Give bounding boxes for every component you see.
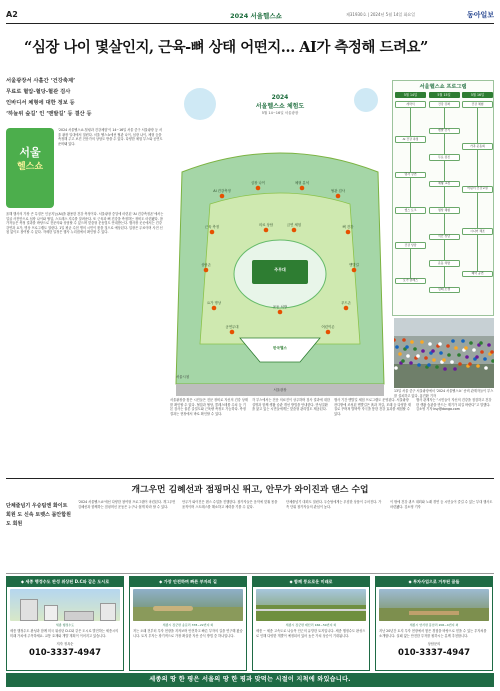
program-item: 무료 검진	[429, 154, 460, 161]
program-connector	[410, 248, 411, 277]
booth-label: 상담존	[201, 263, 211, 268]
main-headline: “심장 나이 몇살인지, 근육-뼈 상태 어떤지… AI가 측정해 드려요”	[24, 39, 428, 56]
deck-line: 무료로 혈압-혈당-혈관 검사	[6, 89, 71, 95]
program-connector	[444, 107, 445, 128]
advertisement[interactable]	[6, 576, 124, 671]
program-connector	[410, 213, 411, 242]
program-connector	[444, 213, 445, 234]
road-label: 서울광장	[273, 388, 287, 392]
ad-title: ◆ 가장 안전하며 빠른 부자의 길	[130, 577, 246, 587]
ad-photo	[379, 589, 489, 621]
program-title: 서울헬스쇼 프로그램	[419, 84, 467, 90]
article-paragraph: 행사 관계자는 “시민들이 자신의 건강을 점검하고 건강한 생활 습관을 만드는 계기가 되길 바란다”고 말했다. 김소영 기자 ksy@donga.com	[416, 398, 492, 412]
program-connector	[444, 134, 445, 155]
program-connector	[444, 187, 445, 208]
article-paragraph: 이 밖에 건강 퀴즈 대회와 노래 경연 등 시민들이 즐길 수 있는 부대 행사도 마련됐다. 김소영 기자	[390, 500, 493, 509]
infographic-date: 5월 14~16일 서울광장	[261, 111, 299, 115]
program-connector	[477, 192, 478, 228]
program-connector	[410, 142, 411, 171]
ad-contact-label: 저자 정옥순	[56, 642, 74, 647]
program-item: 운동 처방	[429, 260, 460, 267]
ad-title: ◆ 투자사업으로 거부된 꿈들	[376, 577, 492, 587]
booth-label: 공연무대	[225, 325, 239, 330]
page-header	[6, 10, 494, 24]
booth-marker	[278, 310, 283, 315]
section-divider	[6, 478, 494, 479]
program-connector	[410, 107, 411, 136]
ad-photo	[10, 589, 120, 621]
event-photo	[394, 318, 494, 388]
article-paragraph: 행사 기간 맨발길 체험 프로그램도 운영된다. 서울광장 잔디밭에 조성된 맨발길은 흙과 자갈, 모래 등 다양한 재질로 꾸며져 발바닥 자극을 통한 건강 효과를 체험할 수 있다.	[334, 398, 411, 416]
program-connector	[477, 234, 478, 270]
program-item: 건강 강좌	[429, 101, 460, 108]
booth-label: 금연 체험	[286, 223, 302, 228]
ad-body: 지난 20년간 토지 투자 현장에서 쌓은 경험을 바탕으로 믿을 수 있는 투자처를 소개합니다. 실패 없는 안전한 투자를 원하시는 분께 추천합니다.	[379, 629, 487, 638]
program-connector	[444, 240, 445, 261]
program-day-header: 5월 16일	[462, 92, 493, 98]
shield-label: 한국헬스	[273, 346, 287, 350]
second-subheadline: 단체줄넘기 우승팀엔 화이트 회원 도 신속 토렛스 몸안합원도 회원	[6, 503, 71, 527]
photo-caption: 13일 서울 중구 서울광장에서 ‘2024 서울헬스쇼’ 준비 관계자들이 부스를 설치하고 있다. 홍진환 기자	[394, 389, 494, 398]
program-item: 개막식	[395, 101, 426, 108]
page-number: A2	[6, 10, 18, 19]
booth-label: 어린이존	[321, 325, 335, 330]
ad-caption: 세종시 장군면 송문리 378~22번지 외	[162, 623, 214, 627]
booth-label: 체형 분석	[294, 181, 310, 186]
footer-banner: 세종의 땅 한 평은 서울의 땅 한 평과 맞먹는 시절이 지척에 와있습니다.	[6, 673, 494, 687]
article-paragraph: ‘2024 서울헬스쇼’에선 다양한 참여형 프로그램이 마련된다. 개그우먼 김혜선과 함께하는 점핑머신 운동은 누구나 쉽게 따라 할 수 있다.	[78, 500, 176, 509]
booth-label: 뼈 건강	[342, 225, 354, 230]
ad-photo	[256, 589, 366, 621]
booth-label: 의료 상담	[258, 223, 274, 228]
booth-marker	[210, 230, 215, 235]
deck-line: 인바디서 체형에 대한 정보 등	[6, 100, 75, 106]
ad-title: ◆ 함께 풍요로운 미래로	[253, 577, 369, 587]
program-item: 명사 강연	[395, 172, 426, 179]
booth-marker	[220, 194, 225, 199]
main-article-body	[6, 128, 164, 390]
program-item: 건강 상담	[395, 242, 426, 249]
booth-marker	[264, 228, 269, 233]
ad-body: 세종 ~ 세종 고속도로 나들목 인근의 유망한 토지입니다. 세종 행정수도 완성으로 인해 다양한 개발이 예정되어 있어 높은 가치 상승이 기대됩니다.	[256, 629, 366, 638]
program-item: 폐막 공연	[462, 271, 493, 278]
ad-contact-label: 상담문의	[427, 642, 441, 647]
booth-marker	[292, 228, 297, 233]
program-item: AI 건강 측정	[395, 136, 426, 143]
article-paragraph: 올해 행사의 가장 큰 특징은 인공지능(AI)을 활용한 건강 측정이다. 서울광장 중앙에 마련된 ‘AI 건강측정존’에서는 얼굴 사진만으로 심장 나이와 혈압, 스트레스 지수를 알려준다. 또 근육과 뼈 건강을 측정하는 장비도 마련됐다. 참가자들은 측정 결과를 바탕으로 전문의와 상담할 수 있으며 맞춤형 운동법도 안내받는다. 행사장 곳곳에서는 건강 강연과 요가, 명상 프로그램도 열린다. 1일 평균 수천 명의 시민이 찾을 것으로 예상된다. 입장은 무료이며 사전 신청 없이도 참여할 수 있다. 자세한 일정은 행사 누리집에서 확인할 수 있다.	[6, 212, 164, 235]
article-paragraph: 단체줄넘기 대회도 열린다. 우승팀에게는 푸짐한 상품이 주어진다. 가족 단위 참가자들의 관심이 높다.	[286, 500, 382, 509]
program-item: 맨발 걷기	[429, 128, 460, 135]
infographic-title-text: 서울헬스쇼 체험도	[255, 103, 305, 110]
program-item: 어린이 건강교실	[462, 186, 493, 193]
booth-marker	[346, 230, 351, 235]
booth-label: 근육 측정	[204, 225, 220, 230]
article-columns	[170, 398, 494, 478]
ad-body: 세종 행정수도 완성과 함께 미국 워싱턴 D.C와 같은 도시로 발전하는 세종시의 미래 가치에 주목하세요. 교통 호재와 개발 계획이 이어지고 있습니다.	[10, 629, 119, 638]
deck-line: ‘하늘위 숲길’ 인 ‘맨발길’ 등 결산 등	[6, 111, 92, 117]
runner-figure-bg	[354, 88, 378, 112]
program-schedule	[392, 80, 494, 316]
program-item: 심폐 소생	[429, 287, 460, 294]
ad-body: 저는 오래 전부터 투자 현장을 지켜보며 안전하고 빠른 부자의 길을 연구해 왔습니다. 토지 투자는 장기적으로 가장 확실한 자산 증식 방법 중 하나입니다.	[133, 629, 243, 638]
booth-marker	[344, 306, 349, 311]
program-day-header: 5월 15일	[429, 92, 460, 98]
logo-text-top: 서울	[19, 146, 41, 159]
ad-caption: 세종시 장군면 태산리 166~59번지 외	[285, 623, 337, 627]
logo-text-bottom: 헬스쇼	[16, 162, 44, 172]
article-paragraph: ‘2024 서울헬스쇼-힐링과 건강체험’이 14~16일 서울 중구 서울광장 등 서울 광장 일대에서 열린다. 서울 헬스쇼에선 혈관 나이, 심장 나이, 체형 등을 측정해 주고 보건 전문가의 상담도 받을 수 있다. 다양한 체험 부스와 공연도 준비돼 있다.	[58, 128, 163, 146]
gate-label: 서울시청	[176, 375, 190, 379]
second-article	[6, 500, 494, 572]
booth-marker	[336, 194, 341, 199]
program-connector	[477, 149, 478, 185]
article-paragraph: 각 부스에서는 전문 의료진이 상주하며 검사 결과에 대한 설명과 함께 생활 습관 개선 방법을 안내한다. 만성질환을 앓고 있는 시민들에게는 맞춤형 관리법도 제공된다.	[252, 398, 330, 412]
stage-label: 주무대	[274, 267, 286, 272]
booth-label: AI 건강측정	[213, 189, 231, 194]
infographic-year: 2024	[271, 94, 289, 101]
program-item: 시니어 체조	[462, 228, 493, 235]
advertisement[interactable]	[375, 576, 493, 671]
booth-label: 운동 처방	[272, 305, 288, 310]
deck-line: 서울광장서 사흘간 ‘건강축제’	[6, 78, 76, 84]
ad-phone[interactable]: 010-3337-4947	[28, 648, 102, 659]
booth-label: 혈관 검사	[330, 189, 346, 194]
booth-marker	[212, 306, 217, 311]
advertisement[interactable]	[129, 576, 247, 671]
subheadline-deck	[6, 76, 106, 120]
program-item: 요가 클래스	[395, 278, 426, 285]
program-connector	[444, 160, 445, 181]
ad-photo	[133, 589, 243, 621]
booth-marker	[352, 268, 357, 273]
booth-marker	[230, 330, 235, 335]
ad-caption: 세종시 연서면 봉암리 206~4번지 외	[409, 623, 459, 627]
booth-label: 푸드존	[341, 301, 351, 306]
program-connector	[410, 178, 411, 207]
article-paragraph: 안무가 와이진은 댄스 수업을 진행한다. 참가자들은 음악에 맞춰 몸을 움직이며 스트레스를 해소하고 체력을 기를 수 있다.	[182, 500, 278, 509]
section-title: 2024 서울헬스쇼	[230, 12, 282, 20]
booth-label: 맨발길	[349, 263, 359, 268]
program-item: 가족 운동회	[462, 143, 493, 150]
ad-phone[interactable]: 010-3337-4947	[397, 648, 471, 659]
seoul-healthshow-logo	[6, 128, 54, 208]
ad-title: ◆ 세종 행정수도 완성 위상된 D.C와 같은 도시로	[7, 577, 123, 587]
program-connector	[444, 266, 445, 287]
booth-marker	[326, 330, 331, 335]
booth-marker	[256, 186, 261, 191]
second-headline: 개그우먼 김혜선과 점핑머신 뛰고, 안무가 와이진과 댄스 수업	[131, 485, 369, 495]
booth-marker	[204, 268, 209, 273]
booth-label: 심장 나이	[250, 181, 266, 186]
program-item: 체형 교정	[429, 181, 460, 188]
booth-marker	[300, 186, 305, 191]
ad-caption: 세종 행정수도	[55, 623, 75, 627]
booth-label: 요가 명상	[206, 301, 222, 306]
article-paragraph: 서울광장을 찾은 시민들은 전문 장비로 자신의 건강 상태를 확인할 수 있다. 혈압과 혈당, 콜레스테롤 수치 등 기본 검사는 물론 골밀도와 근육량 측정도 가능하다. 측정 결과는 현장에서 바로 확인할 수 있다.	[170, 398, 248, 416]
program-item: 명상 체험	[429, 207, 460, 214]
advertisement[interactable]	[252, 576, 370, 671]
program-item: 건강 체험	[462, 101, 493, 108]
ad-divider	[6, 573, 494, 574]
issue-meta: 제31930호 | 2024년 5월 14일 화요일	[346, 12, 416, 17]
program-day-header: 5월 14일	[395, 92, 426, 98]
runner-figure-bg	[184, 88, 216, 120]
infographic-title	[236, 94, 324, 116]
program-connector	[477, 107, 478, 143]
venue-map-infographic	[170, 84, 390, 396]
newspaper-logo[interactable]: 동아일보	[466, 10, 494, 19]
program-item: 헬스 토크	[395, 207, 426, 214]
program-item: 식단 상담	[429, 234, 460, 241]
